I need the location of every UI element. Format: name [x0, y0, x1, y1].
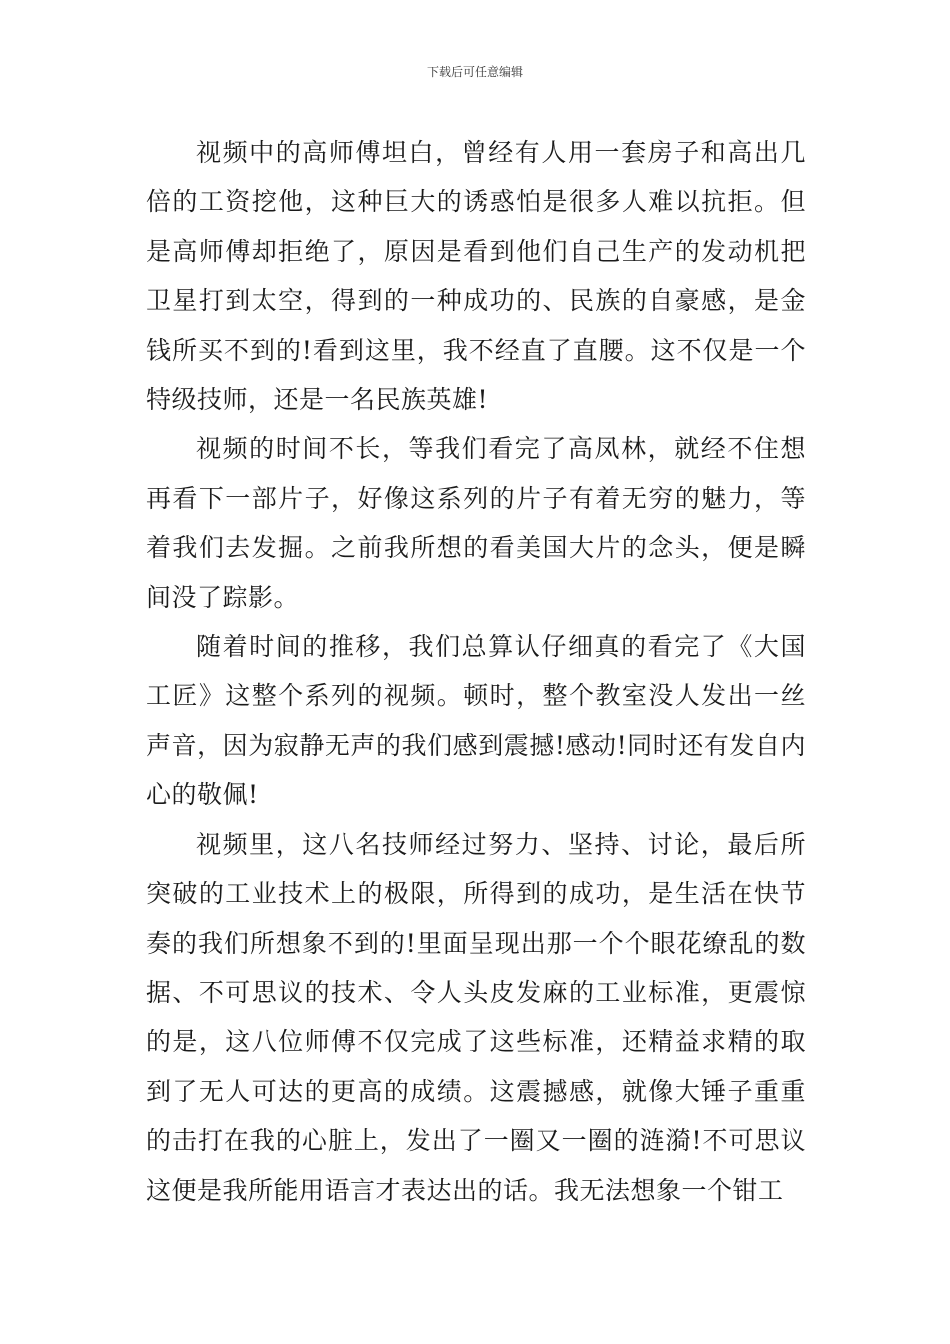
paragraph: 随着时间的推移，我们总算认仔细真的看完了《大国工匠》这整个系列的视频。顿时，整个教室没人发出一丝声音，因为寂静无声的我们感到震撼!感动!同时还有发自内心的敬佩!: [146, 632, 806, 810]
paragraph: 视频里，这八名技师经过努力、坚持、讨论，最后所突破的工业技术上的极限，所得到的成功，是生活在快节奏的我们所想象不到的!里面呈现出那一个个眼花缭乱的数据、不可思议的技术、令人头皮发麻的工业标准，更震惊的是，这八位师傅不仅完成了这些标准，还精益求精的取到了无人可达的更高的成绩。这震撼感，就像大锤子重重的击打在我的心脏上，发出了一圈又一圈的涟漪!不可思议这便是我所能用语言才表达出的话。我无法想象一个钳工: [146, 829, 806, 1205]
document-body: [146, 128, 806, 1215]
paragraph: 视频的时间不长，等我们看完了高凤林，就经不住想再看下一部片子，好像这系列的片子有着无穷的魅力，等着我们去发掘。之前我所想的看美国大片的念头，便是瞬间没了踪影。: [146, 434, 806, 612]
paragraph: 视频中的高师傅坦白，曾经有人用一套房子和高出几倍的工资挖他，这种巨大的诱惑怕是很多人难以抗拒。但是高师傅却拒绝了，原因是看到他们自己生产的发动机把卫星打到太空，得到的一种成功的、民族的自豪感，是金钱所买不到的!看到这里，我不经直了直腰。这不仅是一个特级技师，还是一名民族英雄!: [146, 138, 806, 415]
page-header: 下载后可任意编辑: [426, 65, 523, 79]
